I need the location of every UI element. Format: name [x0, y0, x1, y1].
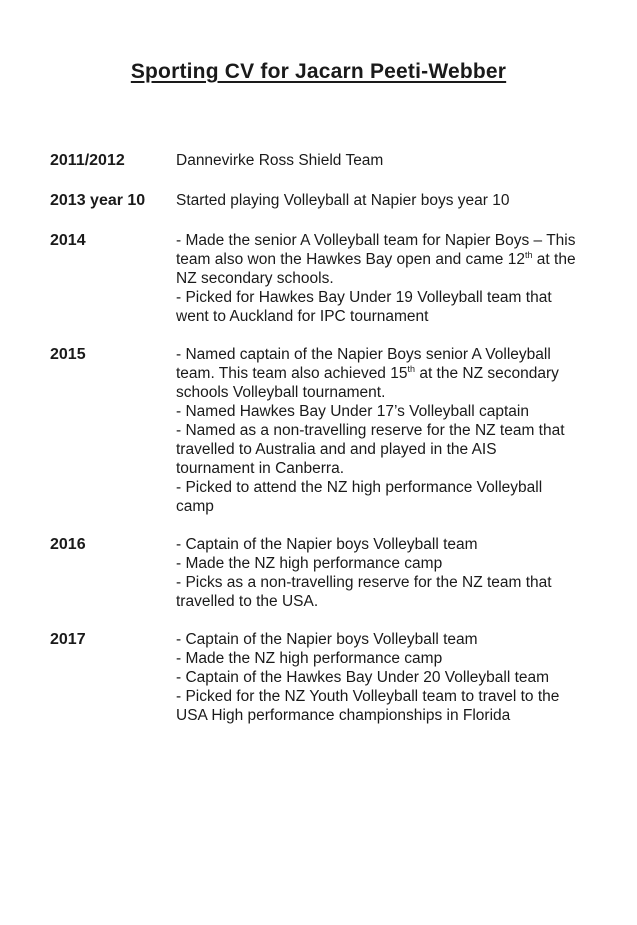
- entry-description: [176, 151, 576, 170]
- entry-line: - Named as a non-travelling reserve for the NZ team that travelled to Australia and and played in the AIS tournament in Canberra.: [176, 422, 565, 477]
- entry-line: - Captain of the Hawkes Bay Under 20 Volleyball team: [176, 669, 550, 686]
- entry-line: - Picked to attend the NZ high performance Volleyball camp: [176, 479, 543, 515]
- entry-line: - Picks as a non-travelling reserve for the NZ team that travelled to the USA.: [176, 574, 552, 610]
- entry-year: 2011/2012: [50, 152, 125, 169]
- entry-line: [176, 231, 576, 288]
- entry-line-text: - Named captain of the Napier Boys senior A Volleyball team. This team also achieved: [176, 346, 551, 382]
- entry-line: - Made the NZ high performance camp: [176, 650, 443, 667]
- entry-line: - Made the NZ high performance camp: [176, 555, 443, 572]
- entry-year: 2015: [50, 346, 86, 363]
- entry-line: - Named Hawkes Bay Under 17’s Volleyball captain: [176, 403, 529, 420]
- entry-description: [176, 191, 576, 210]
- entry-year: 2016: [50, 536, 86, 553]
- entry-year: 2017: [50, 631, 86, 648]
- entry-line: - Captain of the Napier boys Volleyball team: [176, 631, 478, 648]
- page-title: Sporting CV for Jacarn Peeti-Webber: [130, 60, 507, 83]
- entry-line: [176, 345, 576, 402]
- ordinal-number: 15: [390, 365, 408, 382]
- entry-line-text: at the NZ secondary schools.: [176, 251, 576, 287]
- ordinal-suffix: th: [407, 364, 416, 374]
- entry-line: - Captain of the Napier boys Volleyball team: [176, 536, 478, 553]
- ordinal-number: 12: [507, 251, 525, 268]
- entry-year: 2014: [50, 232, 86, 249]
- entry-description: [176, 630, 576, 725]
- entry-description: [176, 231, 576, 326]
- entry-line: Dannevirke Ross Shield Team: [176, 152, 384, 169]
- ordinal-suffix: th: [524, 250, 533, 260]
- entry-year: 2013 year 10: [50, 192, 146, 209]
- entry-line-text: - Made the senior A Volleyball team for Napier Boys – This team also won the Hawkes Bay open and came: [176, 232, 576, 268]
- entry-line: - Picked for the NZ Youth Volleyball team to travel to the USA High performance championships in Florida: [176, 688, 560, 724]
- entry-line-text: at the NZ secondary schools Volleyball tournament.: [176, 365, 559, 401]
- entry-line: Started playing Volleyball at Napier boys year 10: [176, 192, 510, 209]
- entry-description: [176, 535, 576, 611]
- entry-description: [176, 345, 576, 516]
- entry-line: - Picked for Hawkes Bay Under 19 Volleyball team that went to Auckland for IPC tournament: [176, 289, 552, 325]
